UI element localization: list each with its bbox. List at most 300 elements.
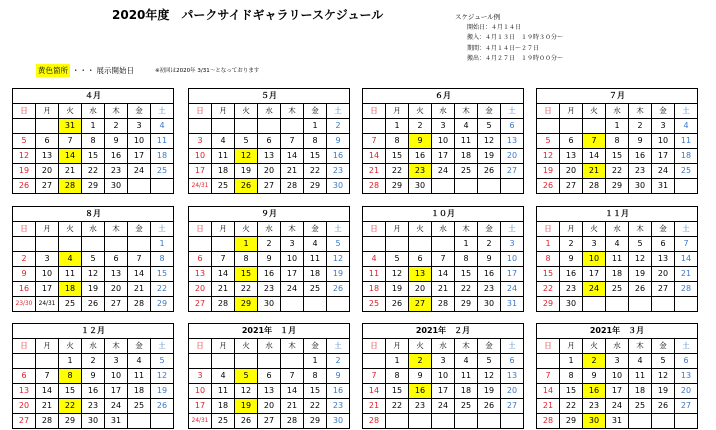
- day-cell: 18: [128, 384, 151, 399]
- day-cell: 9: [327, 134, 350, 149]
- exhibition-start-day: 4: [59, 252, 82, 267]
- day-cell: 17: [432, 384, 455, 399]
- day-cell: 3: [105, 354, 128, 369]
- weekday-header: 木: [629, 339, 652, 354]
- day-cell: 27: [675, 399, 698, 414]
- day-cell: 19: [327, 267, 350, 282]
- day-cell: [409, 237, 432, 252]
- day-cell: 29: [386, 179, 409, 194]
- week-row: [189, 369, 350, 384]
- day-cell: 11: [363, 267, 386, 282]
- day-cell: 24/31: [189, 179, 212, 194]
- day-cell: [235, 119, 258, 134]
- week-row: [363, 149, 524, 164]
- day-cell: 16: [560, 267, 583, 282]
- weekday-header: 月: [560, 339, 583, 354]
- day-cell: 8: [386, 134, 409, 149]
- schedule-example-removal: 搬出：４月２７日 １９時００分～: [467, 55, 564, 62]
- week-row: [189, 414, 350, 429]
- day-cell: 13: [501, 369, 524, 384]
- legend: [36, 64, 134, 77]
- day-cell: 3: [189, 369, 212, 384]
- day-cell: 17: [36, 282, 59, 297]
- day-cell: 3: [432, 119, 455, 134]
- day-cell: 18: [606, 267, 629, 282]
- week-row: [363, 134, 524, 149]
- weekday-header: 土: [675, 104, 698, 119]
- day-cell: 1: [455, 237, 478, 252]
- schedule-example-install: 搬入：４月１３日 １９時３０分～: [467, 34, 564, 41]
- day-cell: 18: [363, 282, 386, 297]
- day-cell: 6: [189, 252, 212, 267]
- day-cell: 30: [560, 297, 583, 312]
- weekday-header: 木: [105, 339, 128, 354]
- weekday-header: 土: [501, 222, 524, 237]
- day-cell: 16: [327, 149, 350, 164]
- day-cell: 15: [59, 384, 82, 399]
- weekday-header: 月: [212, 339, 235, 354]
- day-cell: [432, 179, 455, 194]
- month-table: [362, 206, 524, 312]
- day-cell: [13, 354, 36, 369]
- day-cell: 4: [606, 237, 629, 252]
- day-cell: 14: [36, 384, 59, 399]
- day-cell: 14: [583, 149, 606, 164]
- day-cell: 11: [212, 384, 235, 399]
- day-cell: 4: [304, 237, 327, 252]
- day-cell: 30: [629, 179, 652, 194]
- day-cell: 26: [478, 164, 501, 179]
- day-cell: 18: [304, 267, 327, 282]
- day-cell: 3: [36, 252, 59, 267]
- day-cell: 27: [258, 414, 281, 429]
- day-cell: 22: [386, 164, 409, 179]
- day-cell: [36, 354, 59, 369]
- day-cell: 25: [212, 414, 235, 429]
- week-row: [189, 384, 350, 399]
- weekday-header: 木: [629, 104, 652, 119]
- day-cell: 2: [258, 237, 281, 252]
- day-cell: 3: [189, 134, 212, 149]
- day-cell: 27: [501, 399, 524, 414]
- weekday-header: 金: [478, 222, 501, 237]
- day-cell: [363, 354, 386, 369]
- day-cell: [675, 414, 698, 429]
- day-cell: 5: [386, 252, 409, 267]
- day-cell: 26: [82, 297, 105, 312]
- weekday-header: 火: [409, 339, 432, 354]
- weekday-header: 火: [235, 104, 258, 119]
- month-title: ９月: [189, 207, 350, 222]
- week-row: [189, 252, 350, 267]
- day-cell: 19: [82, 282, 105, 297]
- day-cell: 11: [606, 252, 629, 267]
- week-row: [13, 369, 174, 384]
- day-cell: [13, 119, 36, 134]
- day-cell: 7: [59, 134, 82, 149]
- day-cell: 29: [304, 414, 327, 429]
- day-cell: [386, 414, 409, 429]
- day-cell: 24: [432, 399, 455, 414]
- day-cell: 23: [560, 282, 583, 297]
- day-cell: 15: [304, 384, 327, 399]
- day-cell: 20: [105, 282, 128, 297]
- day-cell: 4: [629, 354, 652, 369]
- month-table: [12, 88, 174, 194]
- day-cell: 15: [386, 384, 409, 399]
- day-cell: 12: [537, 149, 560, 164]
- day-cell: [409, 414, 432, 429]
- day-cell: [189, 237, 212, 252]
- week-row: [13, 164, 174, 179]
- weekday-header: 火: [235, 222, 258, 237]
- first-exhibition-note: ※初回は2020年 3/31～となっております: [155, 68, 260, 74]
- day-cell: 22: [151, 282, 174, 297]
- day-cell: 20: [409, 282, 432, 297]
- week-row: [363, 354, 524, 369]
- day-cell: 2: [629, 119, 652, 134]
- day-cell: 29: [560, 414, 583, 429]
- day-cell: 22: [537, 282, 560, 297]
- exhibition-start-day: 15: [235, 267, 258, 282]
- day-cell: 12: [151, 369, 174, 384]
- day-cell: 8: [386, 369, 409, 384]
- day-cell: 25: [629, 399, 652, 414]
- day-cell: 17: [189, 399, 212, 414]
- weekday-header: 金: [128, 339, 151, 354]
- day-cell: [212, 119, 235, 134]
- month-title: 2021年 １月: [189, 324, 350, 339]
- day-cell: 29: [304, 179, 327, 194]
- week-row: [363, 369, 524, 384]
- day-cell: 26: [629, 282, 652, 297]
- week-row: [363, 282, 524, 297]
- day-cell: 11: [675, 134, 698, 149]
- day-cell: 8: [304, 369, 327, 384]
- weekday-header: 金: [304, 104, 327, 119]
- day-cell: [212, 354, 235, 369]
- day-cell: 7: [363, 134, 386, 149]
- weekday-header: 土: [675, 339, 698, 354]
- day-cell: 9: [327, 369, 350, 384]
- day-cell: 18: [629, 384, 652, 399]
- day-cell: 22: [235, 282, 258, 297]
- day-cell: [652, 297, 675, 312]
- day-cell: 18: [212, 399, 235, 414]
- week-row: [537, 384, 698, 399]
- day-cell: 30: [82, 414, 105, 429]
- day-cell: 30: [327, 179, 350, 194]
- day-cell: 24: [432, 164, 455, 179]
- schedule-example-start: 開始日：４月１４日: [467, 23, 522, 31]
- exhibition-start-day: 14: [59, 149, 82, 164]
- exhibition-start-day: 1: [235, 237, 258, 252]
- day-cell: [82, 237, 105, 252]
- day-cell: 26: [235, 414, 258, 429]
- day-cell: [652, 414, 675, 429]
- day-cell: 10: [36, 267, 59, 282]
- day-cell: 25: [128, 399, 151, 414]
- day-cell: 17: [501, 267, 524, 282]
- day-cell: 15: [386, 149, 409, 164]
- day-cell: [606, 297, 629, 312]
- weekday-header: 木: [281, 339, 304, 354]
- week-row: [13, 237, 174, 252]
- week-row: [363, 164, 524, 179]
- month-calendar: [188, 206, 350, 312]
- day-cell: 5: [652, 354, 675, 369]
- exhibition-start-day: 21: [583, 164, 606, 179]
- week-row: [13, 179, 174, 194]
- day-cell: 19: [151, 384, 174, 399]
- day-cell: 29: [606, 179, 629, 194]
- weekday-header: 土: [675, 222, 698, 237]
- month-title: ８月: [13, 207, 174, 222]
- day-cell: 13: [258, 384, 281, 399]
- day-cell: 14: [363, 149, 386, 164]
- day-cell: 16: [258, 267, 281, 282]
- day-cell: 18: [151, 149, 174, 164]
- day-cell: 16: [327, 384, 350, 399]
- day-cell: 6: [652, 237, 675, 252]
- weekday-header: 木: [455, 222, 478, 237]
- day-cell: 21: [281, 399, 304, 414]
- weekday-header: 土: [327, 104, 350, 119]
- day-cell: 3: [606, 354, 629, 369]
- week-row: [189, 267, 350, 282]
- day-cell: [36, 237, 59, 252]
- day-cell: 10: [432, 369, 455, 384]
- weekday-header: 月: [560, 222, 583, 237]
- day-cell: 12: [652, 369, 675, 384]
- day-cell: 23/30: [13, 297, 36, 312]
- week-row: [537, 399, 698, 414]
- day-cell: 9: [409, 369, 432, 384]
- day-cell: 13: [501, 134, 524, 149]
- day-cell: 10: [128, 134, 151, 149]
- day-cell: 28: [432, 297, 455, 312]
- day-cell: [455, 179, 478, 194]
- exhibition-start-day: 9: [409, 134, 432, 149]
- weekday-header: 水: [432, 104, 455, 119]
- month-calendar: [12, 206, 174, 312]
- day-cell: 23: [327, 164, 350, 179]
- day-cell: 19: [652, 384, 675, 399]
- day-cell: 31: [606, 414, 629, 429]
- exhibition-start-day: 5: [235, 369, 258, 384]
- day-cell: 21: [281, 164, 304, 179]
- week-row: [189, 354, 350, 369]
- day-cell: [151, 179, 174, 194]
- day-cell: 8: [151, 252, 174, 267]
- month-title: ６月: [363, 89, 524, 104]
- week-row: [537, 179, 698, 194]
- exhibition-start-day: 7: [583, 134, 606, 149]
- week-row: [189, 399, 350, 414]
- month-table: [536, 206, 698, 312]
- day-cell: 9: [629, 134, 652, 149]
- day-cell: 27: [13, 414, 36, 429]
- week-row: [13, 384, 174, 399]
- day-cell: 17: [128, 149, 151, 164]
- day-cell: 2: [560, 237, 583, 252]
- day-cell: 20: [560, 164, 583, 179]
- day-cell: [151, 414, 174, 429]
- day-cell: [537, 354, 560, 369]
- day-cell: 11: [455, 369, 478, 384]
- day-cell: 19: [537, 164, 560, 179]
- weekday-header: 水: [258, 222, 281, 237]
- weekday-header: 月: [212, 104, 235, 119]
- day-cell: 6: [501, 354, 524, 369]
- day-cell: 8: [560, 369, 583, 384]
- day-cell: 28: [363, 179, 386, 194]
- month-calendar: [536, 206, 698, 312]
- day-cell: 20: [675, 384, 698, 399]
- weekday-header: 土: [327, 222, 350, 237]
- day-cell: [675, 179, 698, 194]
- day-cell: 19: [386, 282, 409, 297]
- day-cell: 12: [13, 149, 36, 164]
- day-cell: 7: [281, 134, 304, 149]
- week-row: [189, 179, 350, 194]
- day-cell: 10: [501, 252, 524, 267]
- exhibition-start-day: 31: [59, 119, 82, 134]
- day-cell: [128, 237, 151, 252]
- weekday-header: 日: [13, 222, 36, 237]
- day-cell: 8: [235, 252, 258, 267]
- weekday-header: 木: [105, 104, 128, 119]
- day-cell: 2: [82, 354, 105, 369]
- exhibition-start-day: 12: [235, 149, 258, 164]
- schedule-example-heading: スケジュール例: [455, 13, 501, 21]
- day-cell: 16: [13, 282, 36, 297]
- day-cell: 22: [455, 282, 478, 297]
- day-cell: 6: [675, 354, 698, 369]
- month-table: [188, 323, 350, 429]
- day-cell: 1: [606, 119, 629, 134]
- week-row: [189, 134, 350, 149]
- day-cell: 25: [455, 164, 478, 179]
- day-cell: 23: [478, 282, 501, 297]
- legend-dots: ・・・: [72, 66, 95, 75]
- day-cell: 7: [675, 237, 698, 252]
- day-cell: 15: [606, 149, 629, 164]
- exhibition-start-day: 10: [583, 252, 606, 267]
- day-cell: 21: [363, 399, 386, 414]
- day-cell: 25: [59, 297, 82, 312]
- day-cell: 19: [13, 164, 36, 179]
- day-cell: 27: [501, 164, 524, 179]
- day-cell: 21: [432, 282, 455, 297]
- day-cell: 16: [82, 384, 105, 399]
- day-cell: 13: [560, 149, 583, 164]
- weekday-header: 月: [36, 104, 59, 119]
- day-cell: 5: [478, 119, 501, 134]
- week-row: [363, 119, 524, 134]
- day-cell: 8: [606, 134, 629, 149]
- day-cell: 26: [652, 399, 675, 414]
- day-cell: 20: [36, 164, 59, 179]
- day-cell: 17: [652, 149, 675, 164]
- day-cell: 21: [59, 164, 82, 179]
- day-cell: 27: [189, 297, 212, 312]
- day-cell: 1: [82, 119, 105, 134]
- weekday-header: 日: [537, 339, 560, 354]
- weekday-header: 木: [455, 104, 478, 119]
- weekday-header: 金: [304, 222, 327, 237]
- day-cell: 17: [606, 384, 629, 399]
- day-cell: 1: [59, 354, 82, 369]
- exhibition-start-day: 27: [409, 297, 432, 312]
- day-cell: 14: [281, 149, 304, 164]
- day-cell: 13: [258, 149, 281, 164]
- day-cell: 19: [629, 267, 652, 282]
- day-cell: 23: [327, 399, 350, 414]
- month-calendar: [362, 88, 524, 194]
- day-cell: 2: [13, 252, 36, 267]
- day-cell: 1: [537, 237, 560, 252]
- day-cell: 15: [560, 384, 583, 399]
- day-cell: 20: [258, 164, 281, 179]
- day-cell: 4: [455, 119, 478, 134]
- weekday-header: 金: [128, 222, 151, 237]
- weekday-header: 日: [363, 222, 386, 237]
- day-cell: 25: [304, 282, 327, 297]
- day-cell: 17: [105, 384, 128, 399]
- day-cell: 22: [560, 399, 583, 414]
- week-row: [363, 399, 524, 414]
- month-table: [188, 206, 350, 312]
- weekday-header: 火: [59, 339, 82, 354]
- day-cell: 1: [386, 119, 409, 134]
- day-cell: 12: [629, 252, 652, 267]
- week-row: [13, 354, 174, 369]
- day-cell: 6: [13, 369, 36, 384]
- month-calendar: [12, 323, 174, 429]
- day-cell: 28: [363, 414, 386, 429]
- day-cell: 23: [82, 399, 105, 414]
- day-cell: 4: [675, 119, 698, 134]
- day-cell: 27: [105, 297, 128, 312]
- day-cell: 23: [105, 164, 128, 179]
- week-row: [189, 297, 350, 312]
- day-cell: 20: [652, 267, 675, 282]
- day-cell: 17: [281, 267, 304, 282]
- day-cell: 2: [327, 354, 350, 369]
- exhibition-start-day: 28: [59, 179, 82, 194]
- day-cell: 27: [36, 179, 59, 194]
- weekday-header: 日: [363, 104, 386, 119]
- day-cell: 28: [128, 297, 151, 312]
- day-cell: 3: [128, 119, 151, 134]
- page-title: 2020年度 パークサイドギャラリースケジュール: [112, 8, 384, 22]
- day-cell: 13: [105, 267, 128, 282]
- day-cell: 9: [13, 267, 36, 282]
- day-cell: 11: [128, 369, 151, 384]
- week-row: [363, 384, 524, 399]
- week-row: [537, 354, 698, 369]
- schedule-example: [455, 12, 563, 65]
- day-cell: 22: [304, 399, 327, 414]
- weekday-header: 水: [432, 222, 455, 237]
- day-cell: 19: [478, 149, 501, 164]
- weekday-header: 月: [386, 104, 409, 119]
- day-cell: 28: [36, 414, 59, 429]
- exhibition-start-day: 13: [409, 267, 432, 282]
- weekday-header: 日: [13, 104, 36, 119]
- day-cell: 26: [151, 399, 174, 414]
